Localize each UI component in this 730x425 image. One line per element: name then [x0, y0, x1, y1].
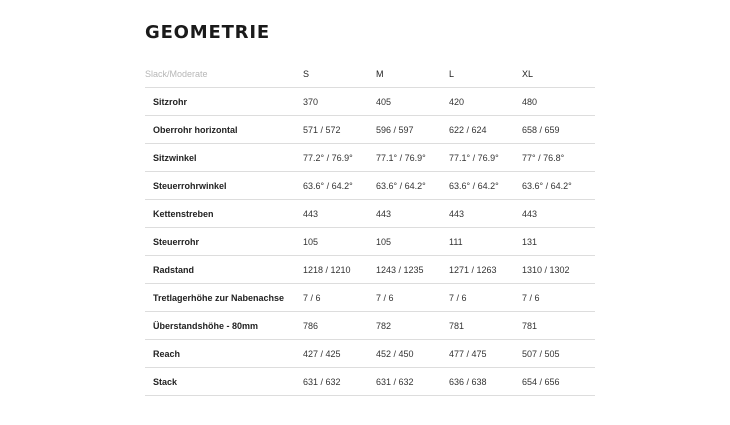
- table-header-row: [145, 60, 595, 88]
- table-row: [145, 312, 595, 340]
- table-row: [145, 88, 595, 116]
- table-cell: 631 / 632: [376, 368, 449, 396]
- table-cell: 443: [449, 200, 522, 228]
- table-row: [145, 116, 595, 144]
- table-cell: 405: [376, 88, 449, 116]
- table-cell: 7 / 6: [522, 284, 595, 312]
- table-cell: 1310 / 1302: [522, 256, 595, 284]
- header-size-s: S: [303, 60, 376, 88]
- table-cell: 654 / 656: [522, 368, 595, 396]
- table-cell: 7 / 6: [376, 284, 449, 312]
- table-cell: 1218 / 1210: [303, 256, 376, 284]
- row-label: Tretlagerhöhe zur Nabenachse: [145, 284, 303, 312]
- section-title: GEOMETRIE: [145, 22, 270, 43]
- table-row: [145, 172, 595, 200]
- table-cell: 63.6° / 64.2°: [449, 172, 522, 200]
- table-cell: 420: [449, 88, 522, 116]
- table-cell: 77.1° / 76.9°: [449, 144, 522, 172]
- table-cell: 7 / 6: [303, 284, 376, 312]
- header-corner-label: Slack/Moderate: [145, 60, 303, 88]
- table-cell: 77.1° / 76.9°: [376, 144, 449, 172]
- table-row: [145, 368, 595, 396]
- table-cell: 480: [522, 88, 595, 116]
- row-label: Steuerrohrwinkel: [145, 172, 303, 200]
- table-cell: 571 / 572: [303, 116, 376, 144]
- table-cell: 596 / 597: [376, 116, 449, 144]
- table-cell: 477 / 475: [449, 340, 522, 368]
- table-cell: 443: [376, 200, 449, 228]
- table-cell: 443: [522, 200, 595, 228]
- row-label: Reach: [145, 340, 303, 368]
- table-cell: 77° / 76.8°: [522, 144, 595, 172]
- row-label: Stack: [145, 368, 303, 396]
- table-cell: 131: [522, 228, 595, 256]
- table-cell: 622 / 624: [449, 116, 522, 144]
- table-row: [145, 256, 595, 284]
- row-label: Steuerrohr: [145, 228, 303, 256]
- table-cell: 443: [303, 200, 376, 228]
- header-size-xl: XL: [522, 60, 595, 88]
- table-cell: 105: [303, 228, 376, 256]
- table-row: [145, 228, 595, 256]
- table-row: [145, 340, 595, 368]
- table-cell: 781: [522, 312, 595, 340]
- table-cell: 63.6° / 64.2°: [376, 172, 449, 200]
- table-cell: 782: [376, 312, 449, 340]
- table-cell: 1243 / 1235: [376, 256, 449, 284]
- table-cell: 631 / 632: [303, 368, 376, 396]
- table-cell: 636 / 638: [449, 368, 522, 396]
- geometry-card: [121, 0, 609, 425]
- table-cell: 786: [303, 312, 376, 340]
- row-label: Sitzrohr: [145, 88, 303, 116]
- table-cell: 77.2° / 76.9°: [303, 144, 376, 172]
- table-cell: 658 / 659: [522, 116, 595, 144]
- table-cell: 452 / 450: [376, 340, 449, 368]
- table-row: [145, 284, 595, 312]
- table-cell: 781: [449, 312, 522, 340]
- geometry-table: [145, 60, 595, 396]
- table-cell: 111: [449, 228, 522, 256]
- table-cell: 507 / 505: [522, 340, 595, 368]
- table-cell: 63.6° / 64.2°: [303, 172, 376, 200]
- table-row: [145, 200, 595, 228]
- row-label: Radstand: [145, 256, 303, 284]
- table-cell: 1271 / 1263: [449, 256, 522, 284]
- table-cell: 7 / 6: [449, 284, 522, 312]
- row-label: Überstandshöhe - 80mm: [145, 312, 303, 340]
- table-cell: 370: [303, 88, 376, 116]
- table-row: [145, 144, 595, 172]
- row-label: Kettenstreben: [145, 200, 303, 228]
- table-cell: 105: [376, 228, 449, 256]
- row-label: Sitzwinkel: [145, 144, 303, 172]
- header-size-l: L: [449, 60, 522, 88]
- header-size-m: M: [376, 60, 449, 88]
- row-label: Oberrohr horizontal: [145, 116, 303, 144]
- table-cell: 63.6° / 64.2°: [522, 172, 595, 200]
- table-cell: 427 / 425: [303, 340, 376, 368]
